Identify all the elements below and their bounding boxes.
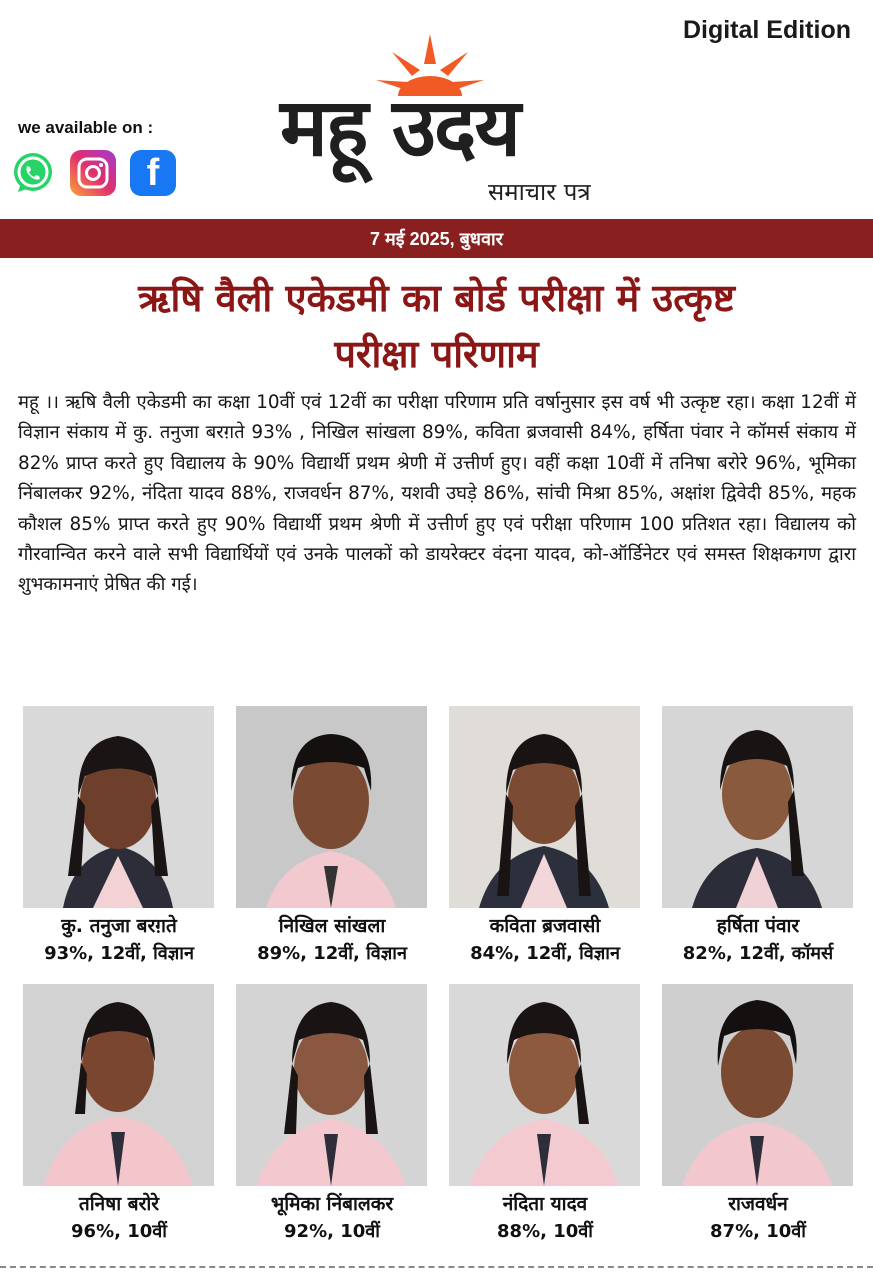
student-photo-5 (23, 984, 214, 1186)
facebook-icon[interactable]: f (130, 150, 176, 196)
student-caption-7 (438, 1190, 652, 1246)
student-name: कु. तनुजा बरग़ते (61, 915, 177, 937)
headline-line-1: ऋषि वैली एकेडमी का बोर्ड परीक्षा में उत्कृष्ट (138, 276, 735, 320)
student-photo-3 (449, 706, 640, 908)
student-caption-1 (12, 912, 226, 968)
headline-line-2: परीक्षा परिणाम (334, 332, 539, 376)
student-caption-5 (12, 1190, 226, 1246)
student-name: तनिषा बरोरे (78, 1193, 160, 1215)
student-photo-6 (236, 984, 427, 1186)
student-caption-3 (438, 912, 652, 968)
whatsapp-icon[interactable] (10, 150, 56, 196)
brand-subtitle: समाचार पत्र (488, 178, 591, 206)
student-name: हर्षिता पंवार (716, 915, 800, 937)
student-caption-2 (225, 912, 439, 968)
student-photo-2 (236, 706, 427, 908)
student-result: 89%, 12वीं, विज्ञान (257, 943, 407, 964)
student-name: नंदिता यादव (502, 1193, 588, 1215)
date-band (0, 219, 873, 258)
article-body: महू ।। ऋषि वैली एकेडमी का कक्षा 10वीं एवं 12वीं का परीक्षा परिणाम प्रति वर्षानुसार इस वर्ष भी उत्कृष्ट रहा। कक्षा 12वीं में विज्ञान संकाय में कु. तनुजा बरग़ते 93% , निखिल सांखला 89%, कविता ब्रजवासी 84%, हर्षिता पंवार ने कॉमर्स संकाय में 82% प्राप्त करते हुए विद्यालय के 90% विद्यार्थी प्रथम श्रेणी में उत्तीर्ण हुए। वहीं कक्षा 10वीं में तनिषा बरोरे 96%, भूमिका निंबालकर 92%, नंदिता यादव 88%, राजवर्धन 87%, यशवी उघड़े 86%, सांची मिश्रा 85%, अक्षांश द्विवेदी 85%, महक कौशल 85% प्राप्त करते हुए 90% विद्यार्थी प्रथम श्रेणी में उत्तीर्ण हुए एवं परीक्षा परिणाम 100 प्रतिशत रहा। विद्यालय को गौरवान्वित करने वाले सभी विद्यार्थियों एवं उनके पालकों को डायरेक्टर वंदना यादव, को-ऑर्डिनेटर एवं समस्त शिक्षकगण द्वारा शुभकामनाएं प्रेषित की गई। (18, 392, 856, 596)
student-result: 88%, 10वीं (497, 1221, 593, 1242)
student-result: 96%, 10वीं (71, 1221, 167, 1242)
bottom-divider (0, 1266, 873, 1268)
student-photo-4 (662, 706, 853, 908)
student-name: कविता ब्रजवासी (489, 915, 601, 937)
edition-label: Digital Edition (682, 16, 851, 44)
student-result: 93%, 12वीं, विज्ञान (44, 943, 194, 964)
student-photo-7 (449, 984, 640, 1186)
instagram-icon[interactable] (70, 150, 116, 196)
date-line: 7 मई 2025, बुधवार (369, 228, 504, 249)
student-caption-8 (651, 1190, 865, 1246)
student-name: भूमिका निंबालकर (270, 1193, 394, 1215)
student-caption-6 (225, 1190, 439, 1246)
student-name: निखिल सांखला (278, 915, 386, 937)
student-result: 82%, 12वीं, कॉमर्स (682, 943, 834, 964)
brand-title: महू उदय (280, 81, 519, 174)
student-name: राजवर्धन (728, 1193, 788, 1215)
student-photo-8 (662, 984, 853, 1186)
student-result: 92%, 10वीं (284, 1221, 380, 1242)
student-result: 87%, 10वीं (710, 1221, 806, 1242)
student-caption-4 (651, 912, 865, 968)
headline (0, 270, 873, 382)
student-photo-1 (23, 706, 214, 908)
social-links (10, 150, 176, 196)
available-on-label: we available on : (18, 118, 154, 137)
student-result: 84%, 12वीं, विज्ञान (470, 943, 620, 964)
masthead-logo (280, 30, 630, 210)
